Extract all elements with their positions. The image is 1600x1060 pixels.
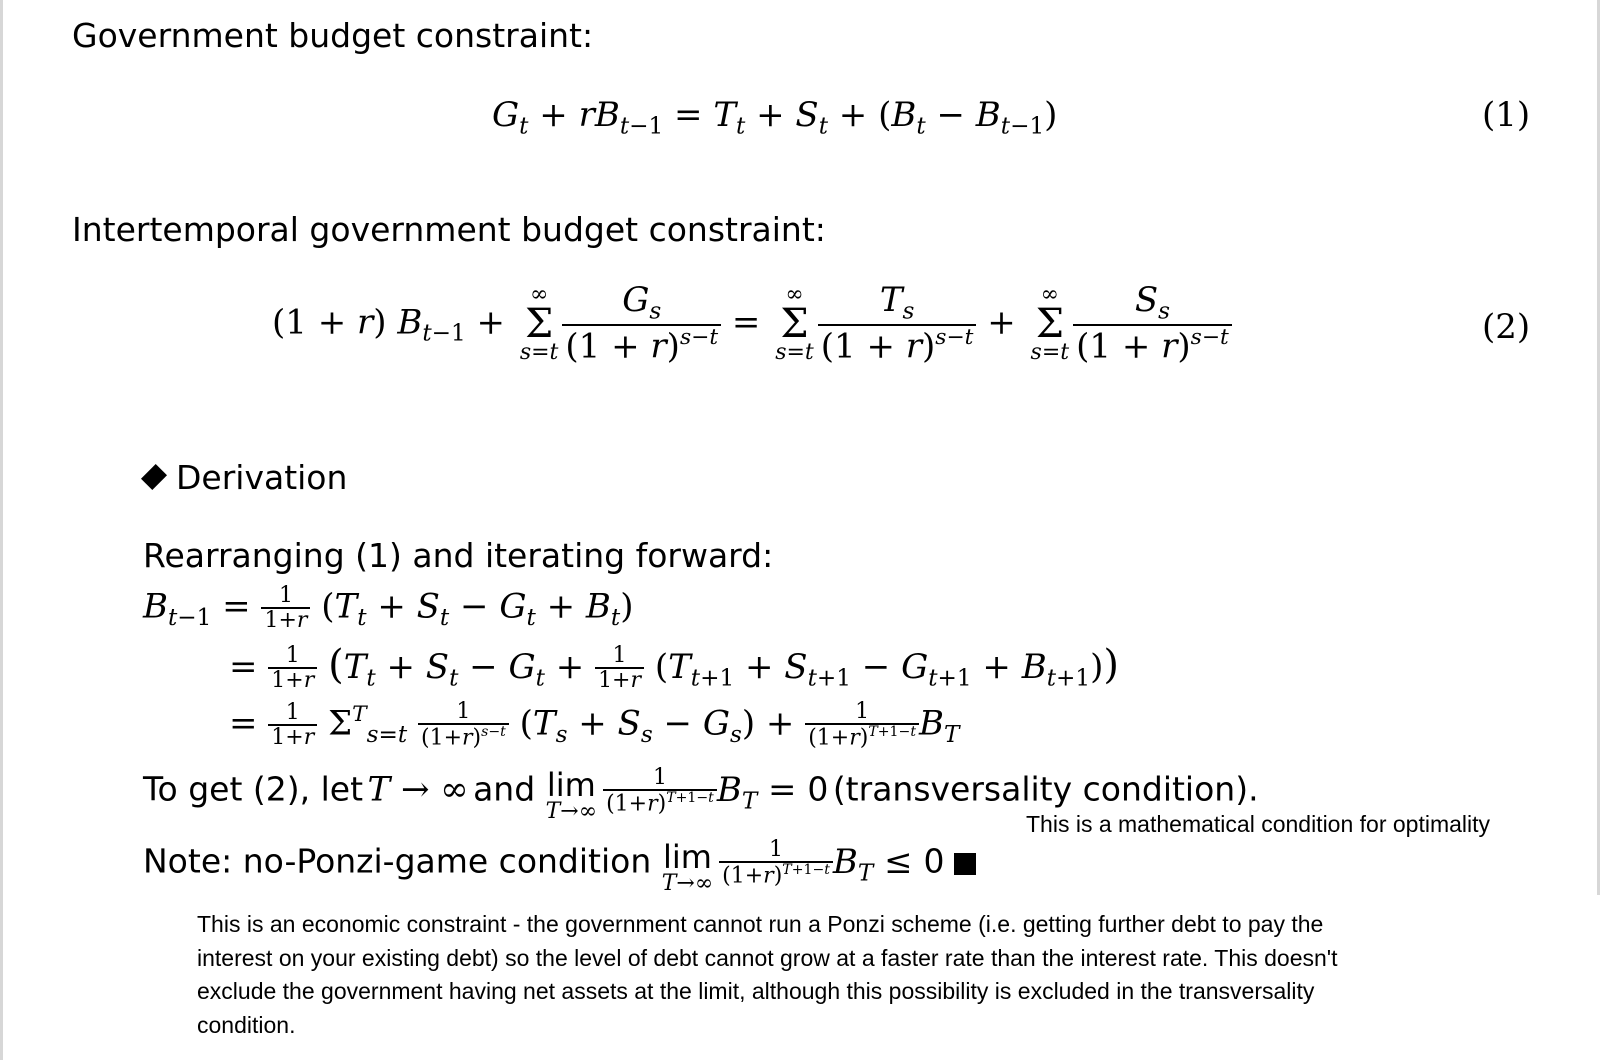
diamond-bullet-icon	[141, 464, 167, 490]
ponzi-annotation: This is an economic constraint - the government cannot run a Ponzi scheme (i.e. getting further debt to pay the interest on your existing debt) so the level of debt cannot grow at a faster rate than the interest rate. This doesn't exclude the government having net assets at the limit, although this possibility is excluded in the transversality condition.	[197, 911, 1338, 1038]
transversality-annotation: This is a mathematical condition for optimality	[1026, 811, 1491, 837]
transversality-line: To get (2), let T → ∞ and lim T→∞ $\frac{1}{(1+r)^{T+1-t}}$ $B_T = 0$ (transversality condition).	[143, 765, 1259, 825]
frame-border-left	[0, 0, 3, 1060]
qed-square-icon	[954, 853, 976, 875]
equation-number-2: (2)	[1482, 307, 1531, 347]
no-ponzi-line: Note: no-Ponzi-game condition lim T→∞ $\frac{1}{(1+r)^{T+1-t}}$ $B_T \le 0$	[143, 838, 976, 895]
equation-1: $G_t + rB_{t-1} = T_t + S_t + (B_t - B_{t-1})$	[492, 95, 1058, 140]
derivation-heading: Derivation	[140, 458, 347, 497]
equation-number-1: (1)	[1482, 95, 1531, 135]
derivation-line-3: = $\frac{1}{1+r}$ $\Sigma^T_{s=t}$ $\frac{1}{(1+r)^{s-t}}$ $(T_s + S_s - G_s)$ + $\frac{1}{(1+r)^{T+1-t}}$ $B_T$	[229, 699, 960, 751]
igbc-heading: Intertemporal government budget constraint:	[72, 210, 826, 249]
sum-operator: ∞ Σ s=t	[775, 282, 814, 366]
sum-operator: ∞ Σ s=t	[1030, 282, 1070, 366]
rearranging-text: Rearranging (1) and iterating forward:	[143, 536, 774, 575]
derivation-line-1: $B_{t-1}$ = $\frac{1}{1+r}$ $(T_t + S_t - G_t + B_t)$	[143, 583, 634, 634]
derivation-line-2: = $\frac{1}{1+r}$ ($T_t + S_t - G_t$ + $\frac{1}{1+r}$ $(T_{t+1} + S_{t+1} - G_{t+1} + B_{t+1})$)	[229, 642, 1119, 694]
equation-2: (1 + r) $B_{t-1}$ + ∞ Σ s=t $\frac{G_s}{(1 + r)^{s-t}}$ = ∞ Σ s=t $\frac{T_s}{(1 + r)^{s-t}}$ + ∞ Σ s=t $\frac{S_s}{(1 + r)^{s-t}}$	[272, 283, 1232, 366]
sum-operator: ∞ Σ s=t	[519, 282, 559, 366]
gbc-heading: Government budget constraint:	[72, 16, 594, 55]
